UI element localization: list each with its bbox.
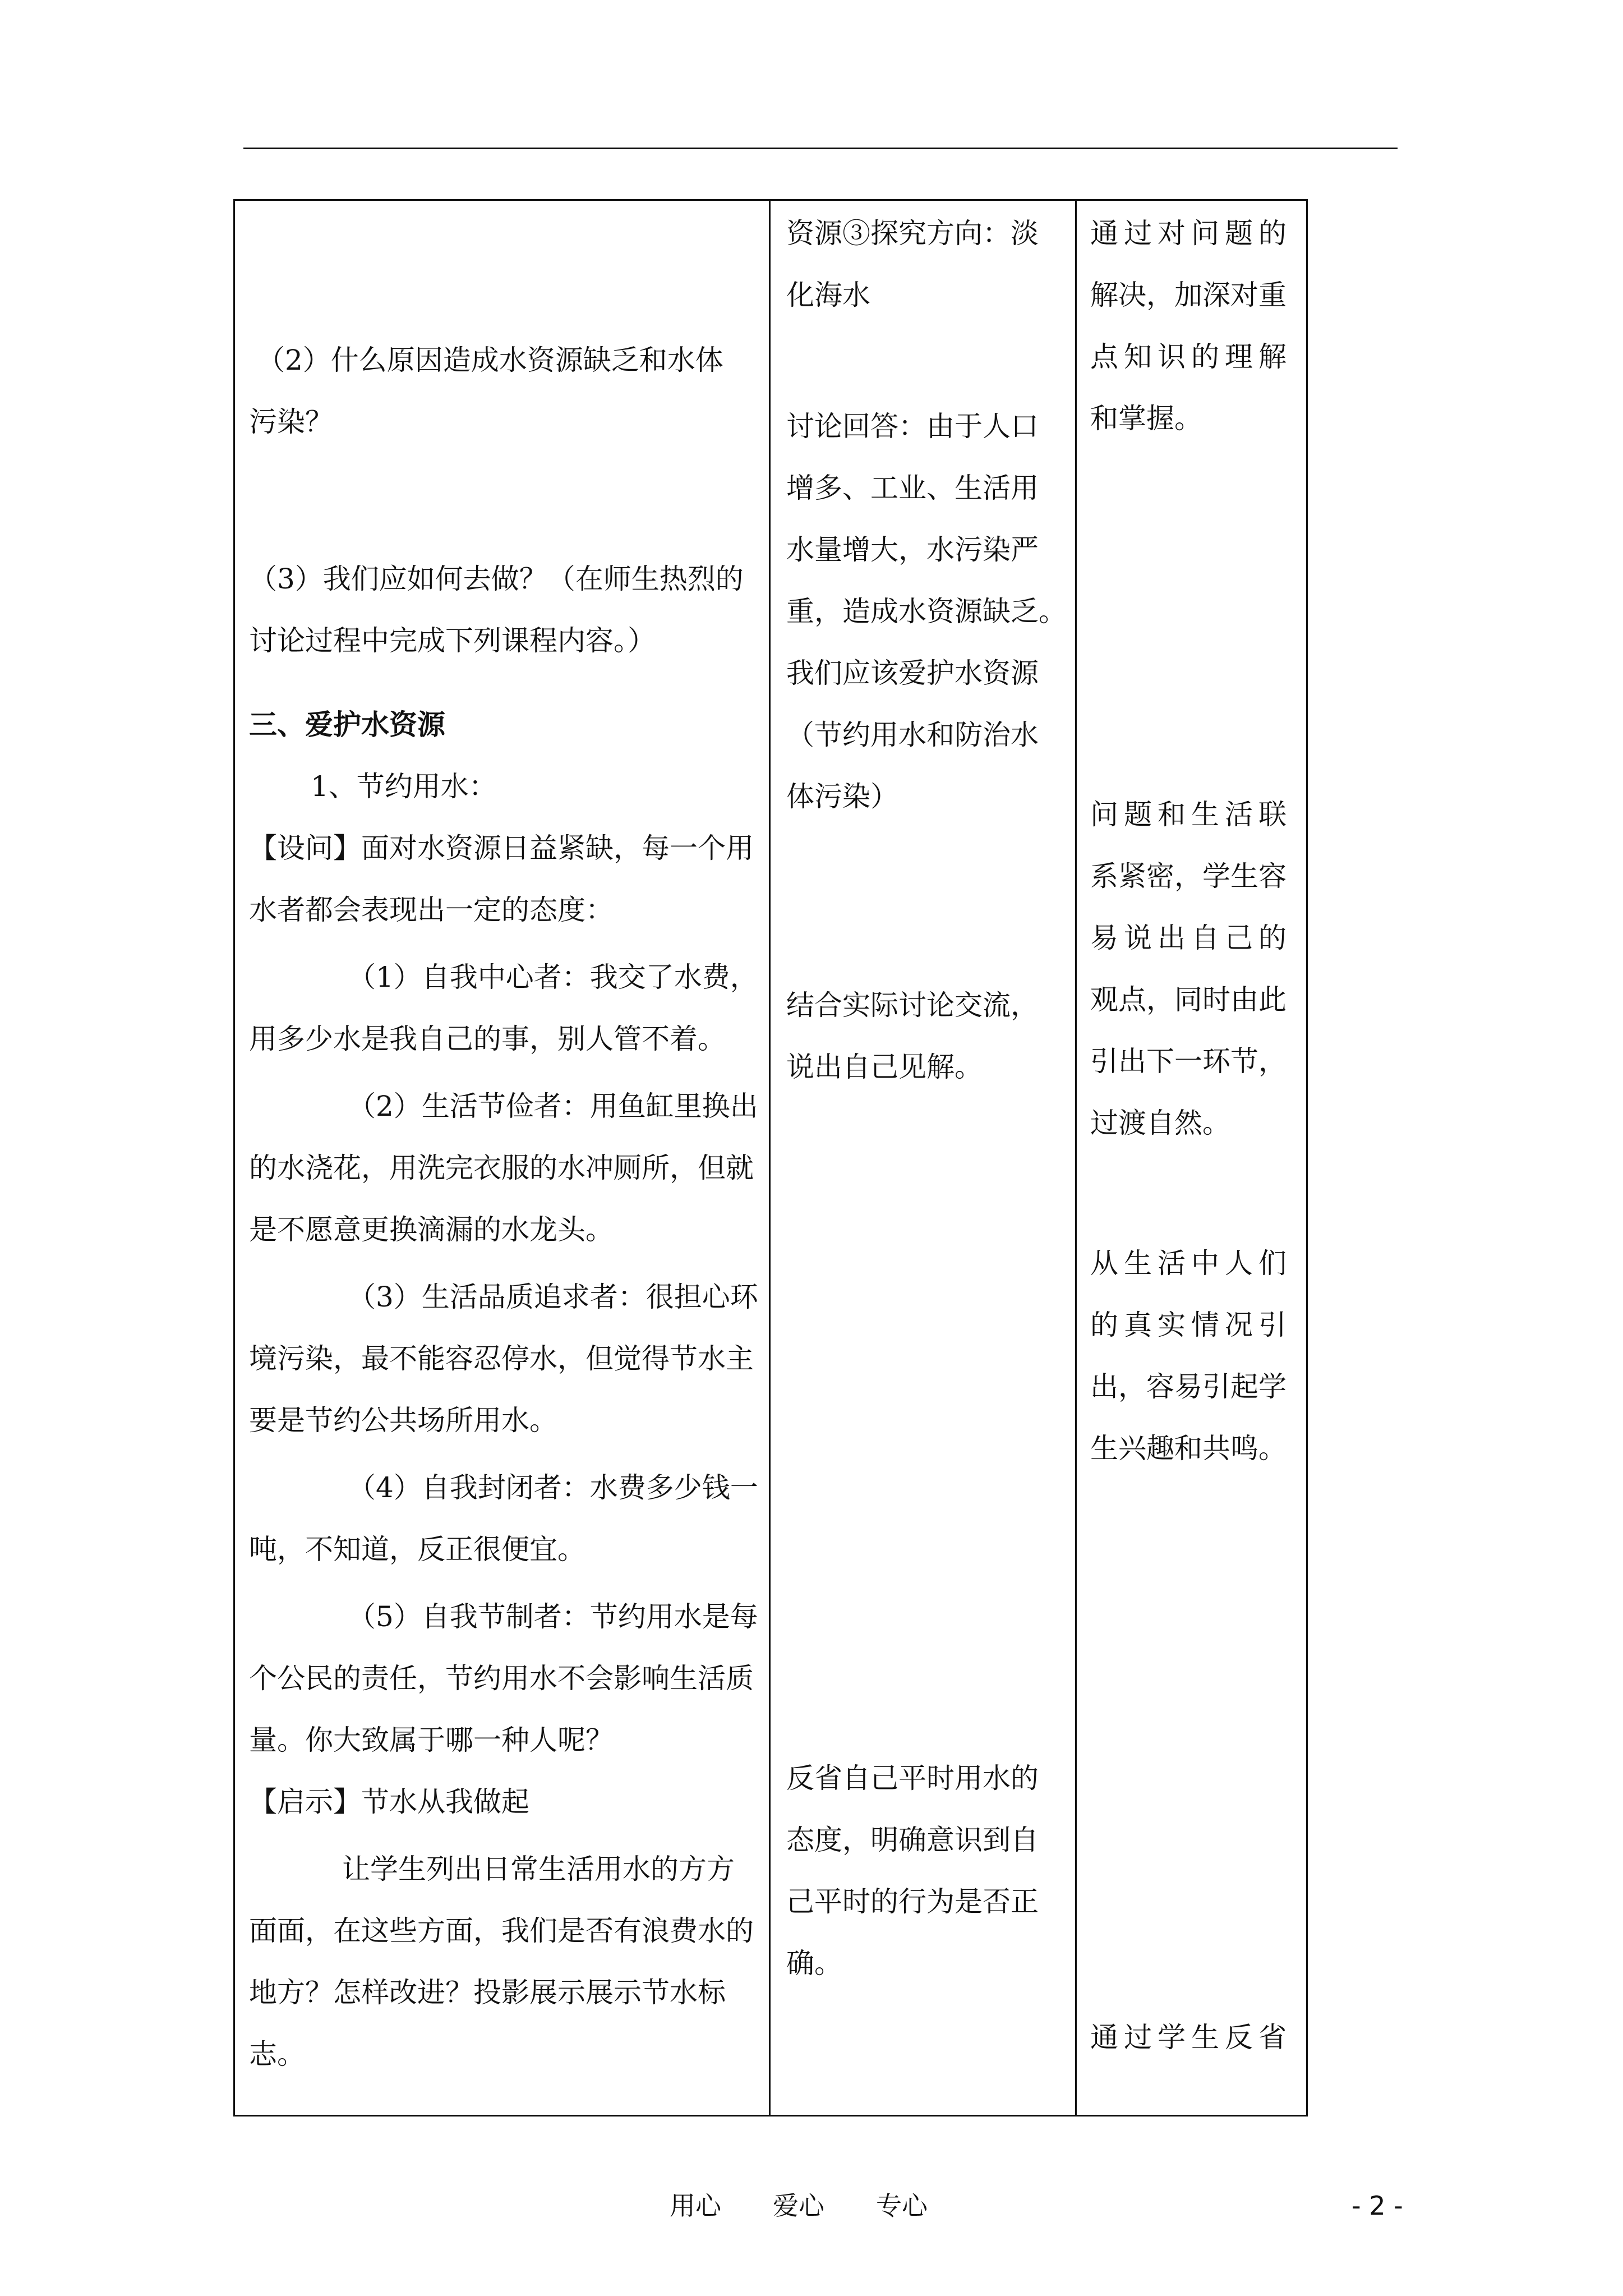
intent-2-cont: 易说出自己的 [1090,922,1292,954]
intent-1: 通过对问题的 [1090,217,1292,250]
intent-2-cont: 过渡自然。 [1090,1107,1230,1139]
intent-3-cont: 出，容易引起学 [1090,1370,1287,1403]
answer-4-cont: 态度，明确意识到自 [786,1824,1039,1856]
intent-4: 通过学生反省 [1090,2021,1292,2054]
intent-1-cont: 解决，加深对重 [1090,279,1287,311]
intent-2-cont: 系紧密，学生容 [1090,860,1287,892]
footer-motto: 用心 爱心 专心 [670,2191,928,2221]
attitude-1: （1）自我中心者：我交了水费， [348,961,758,993]
question-2: （2）什么原因造成水资源缺乏和水体 [257,344,723,376]
attitude-2-cont: 的水浇花，用洗完衣服的水冲厕所，但就 [249,1152,754,1184]
answer-4: 反省自己平时用水的 [786,1762,1039,1795]
answer-3: 结合实际讨论交流， [786,989,1039,1022]
answer-2-cont: 体污染） [786,780,898,813]
activity-paragraph-cont: 志。 [249,2038,305,2070]
answer-4-cont: 己平时的行为是否正 [786,1885,1039,1918]
setup-question-cont: 水者都会表现出一定的态度： [249,894,614,926]
answer-2-cont: （节约用水和防治水 [786,719,1039,751]
hint: 【启示】节水从我做起 [249,1786,529,1818]
column-divider-1 [769,201,771,2115]
attitude-1-cont: 用多少水是我自己的事，别人管不着。 [249,1023,726,1055]
attitude-3-cont: 要是节约公共场所用水。 [249,1404,557,1437]
intent-1-cont: 点知识的理解 [1090,341,1292,373]
intent-2-cont: 观点，同时由此 [1090,983,1287,1016]
question-3-cont: 讨论过程中完成下列课程内容。） [249,624,656,657]
intent-3: 从生活中人们 [1090,1247,1292,1280]
attitude-2: （2）生活节俭者：用鱼缸里换出 [348,1090,758,1122]
attitude-5: （5）自我节制者：节约用水是每 [348,1600,758,1633]
answer-2-cont: 水量增大，水污染严 [786,533,1039,566]
question-2-cont: 污染？ [249,406,333,438]
attitude-4-cont: 吨，不知道，反正很便宜。 [249,1533,585,1566]
intent-2: 问题和生活联 [1090,798,1292,831]
activity-paragraph-cont: 面面，在这些方面，我们是否有浪费水的 [249,1915,754,1947]
answer-2-cont: 我们应该爱护水资源 [786,657,1039,689]
answer-2: 讨论回答：由于人口 [786,410,1039,443]
intent-2-cont: 引出下一环节， [1090,1045,1287,1078]
answer-2-cont: 重，造成水资源缺乏。 [786,595,1067,628]
attitude-4: （4）自我封闭者：水费多少钱一 [348,1471,758,1504]
activity-paragraph-cont: 地方？怎样改进？投影展示展示节水标 [249,1976,726,2009]
answer-2-cont: 增多、工业、生活用 [786,472,1039,504]
attitude-3-cont: 境污染，最不能容忍停水，但觉得节水主 [249,1342,754,1375]
answer-1-cont: 化海水 [786,279,870,311]
setup-question: 【设问】面对水资源日益紧缺，每一个用 [249,832,754,864]
answer-4-cont: 确。 [786,1947,842,1980]
answer-3-cont: 说出自己见解。 [786,1051,983,1083]
question-3: （3）我们应如何去做？（在师生热烈的 [249,563,744,595]
page-number: - 2 - [1352,2191,1403,2221]
activity-paragraph: 让学生列出日常生活用水的方方 [342,1853,735,1885]
attitude-5-cont: 量。你大致属于哪一种人呢？ [249,1724,614,1756]
header-rule [243,148,1398,149]
section-heading: 三、爱护水资源 [249,708,445,741]
answer-1: 资源③探究方向：淡 [786,217,1039,250]
intent-3-cont: 的真实情况引 [1090,1309,1292,1341]
attitude-5-cont: 个公民的责任，节约用水不会影响生活质 [249,1662,754,1695]
subsection-title: 1、节约用水： [311,770,497,803]
intent-3-cont: 生兴趣和共鸣。 [1090,1432,1287,1465]
intent-1-cont: 和掌握。 [1090,402,1202,435]
attitude-2-cont: 是不愿意更换滴漏的水龙头。 [249,1213,614,1246]
attitude-3: （3）生活品质追求者：很担心环 [348,1281,758,1313]
column-divider-2 [1075,201,1077,2115]
